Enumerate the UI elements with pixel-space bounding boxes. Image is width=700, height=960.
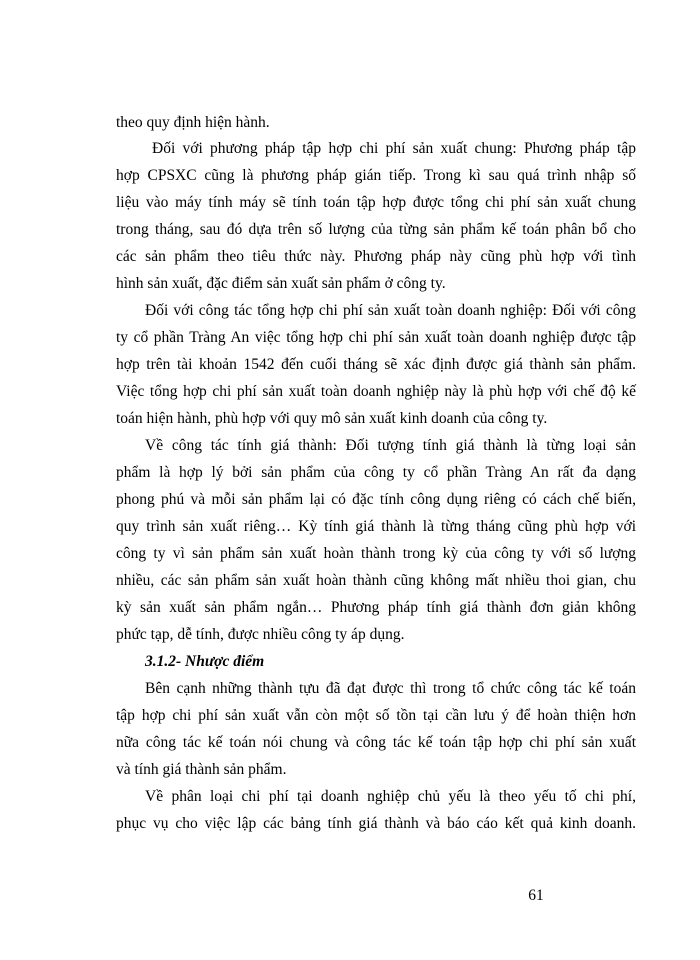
text-line: hợp trên tài khoản 1542 đến cuối tháng sẽ xác định được giá thành sản phẩm. [116, 356, 636, 373]
text-line: toán hiện hành, phù hợp với quy mô sản xuất kinh doanh của công ty. [116, 410, 548, 427]
text-line: Về công tác tính giá thành: Đối tượng tính giá thành là từng loại sản [145, 437, 636, 454]
text-line: phức tạp, dễ tính, được nhiều công ty áp dụng. [116, 626, 405, 643]
text-line: nhiều, các sản phẩm sản xuất hoàn thành cũng không mất nhiều thoi gian, chu [116, 572, 636, 589]
text-line: tập hợp chi phí sản xuất vẫn còn một số tồn tại cần lưu ý để hoàn thiện hơn [116, 707, 636, 724]
text-line: quy trình sản xuất riêng… Kỳ tính giá thành là từng tháng cũng phù hợp với [116, 518, 636, 535]
text-line: Đối với phương pháp tập hợp chi phí sản xuất chung: Phương pháp tập [152, 140, 636, 157]
text-line: theo quy định hiện hành. [116, 114, 270, 131]
section-heading: 3.1.2- Nhược điểm [145, 653, 265, 670]
text-line: kỳ sản xuất sản phẩm ngắn… Phương pháp tính giá thành đơn giản không [116, 599, 636, 616]
text-line: hình sản xuất, đặc điểm sản xuất sản phẩm ở công ty. [116, 275, 446, 292]
text-line: phục vụ cho việc lập các bảng tính giá thành và báo cáo kết quả kinh doanh. [116, 815, 636, 832]
text-line: phẩm là hợp lý bởi sản phẩm của công ty cổ phần Tràng An rất đa dạng [116, 464, 636, 481]
text-line: Bên cạnh những thành tựu đã đạt được thì trong tổ chức công tác kế toán [145, 680, 636, 697]
text-line: ty cổ phần Tràng An việc tổng hợp chi phí sản xuất toàn doanh nghiệp được tập [116, 329, 636, 346]
text-line: Việc tổng hợp chi phí sản xuất toàn doanh nghiệp này là phù hợp với chế độ kế [116, 383, 636, 400]
text-line: Đối với công tác tổng hợp chi phí sản xuất toàn doanh nghiệp: Đối với công [145, 302, 636, 319]
text-line: hợp CPSXC cũng là phương pháp gián tiếp. Trong kì sau quá trình nhập số [116, 167, 636, 184]
text-line: Về phân loại chi phí tại doanh nghiệp chủ yếu là theo yếu tố chi phí, [145, 788, 636, 805]
text-line: nữa công tác kế toán nói chung và công tác kế toán tập hợp chi phí sản xuất [116, 734, 636, 751]
text-line: phong phú và mỗi sản phẩm lại có đặc tính công dụng riêng có cách chế biến, [116, 491, 636, 508]
page-number: 61 [528, 887, 544, 904]
text-line: trong tháng, sau đó dựa trên số lượng của từng sản phẩm kế toán phân bổ cho [116, 221, 636, 238]
text-line: công ty vì sản phẩm sản xuất hoàn thành trong kỳ của công ty với số lượng [116, 545, 636, 562]
text-line: và tính giá thành sản phẩm. [116, 761, 287, 778]
text-line: liệu vào máy tính máy sẽ tính toán tập hợp được tổng chi phí sản xuất chung [116, 194, 636, 211]
text-line: các sản phẩm theo tiêu thức này. Phương pháp này cũng phù hợp với tình [116, 248, 636, 265]
